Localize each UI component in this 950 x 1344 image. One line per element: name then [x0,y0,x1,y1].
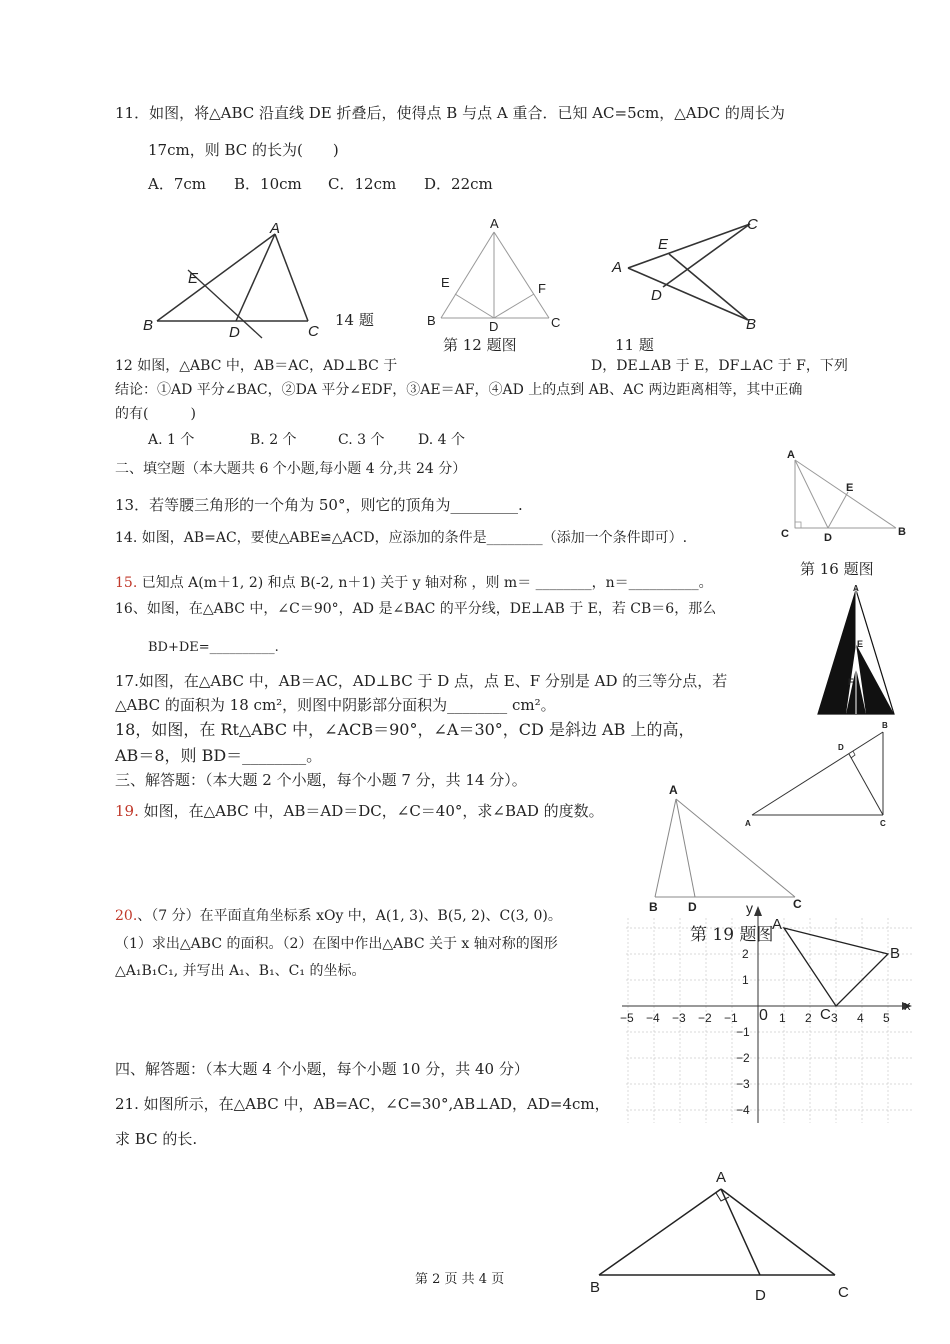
q15-text: 已知点 A(m＋1, 2) 和点 B(-2, n＋1) 关于 y 轴对称 ，则 m＝ ________，n＝__________。 [137,575,713,591]
q19-number: 19. [115,802,139,820]
fig17-point-e: E [857,639,864,649]
fig14-point-c: C [308,323,319,340]
fig16-point-a: A [787,449,795,461]
q15-line [115,575,713,592]
q12-option-b: B. 2 个 [250,432,297,448]
fig14-point-b: B [143,317,154,334]
grid-x-tick-m5: −5 [620,1011,634,1025]
fig18-point-d: D [838,743,844,752]
grid-x-tick-m4: −4 [646,1011,660,1025]
fig16-point-c: C [781,528,789,540]
grid-x-tick-m2: −2 [698,1011,712,1025]
fig11-point-d: D [651,287,662,304]
grid-y-tick-m2: −2 [736,1051,750,1065]
q21-line1: 21. 如图所示，在△ABC 中，AB=AC，∠C=30°,AB⊥AD，AD=4cm， [115,1095,610,1113]
fig12-point-c: C [551,315,561,330]
fig18-point-b: B [882,721,888,730]
page-footer: 第 2 页 共 4 页 [415,1272,505,1287]
fig17-point-f: F [848,677,854,687]
fig18-point-a: A [745,819,751,828]
fig12-point-f: F [538,281,546,296]
q14-text: 14. 如图，AB=AC，要使△ABE≌△ACD，应添加的条件是________（添加一个条件即可）. [115,530,688,546]
q11-option-a: A．7cm [148,175,207,193]
fig14-point-e: E [188,270,199,287]
section4-heading: 四、解答题：（本大题 4 个小题，每个小题 10 分，共 40 分） [115,1060,529,1078]
fig19-point-d: D [688,900,697,914]
fig14-diagram [140,220,340,340]
grid-x-tick-m3: −3 [672,1011,686,1025]
fig21-diagram [585,1162,860,1307]
q11-option-b: B．10cm [234,175,302,193]
fig14-point-a: A [270,220,281,237]
fig17-diagram [810,582,900,722]
fig11-point-e: E [658,236,669,253]
fig12-point-a: A [490,216,499,231]
q19-line [115,802,604,820]
section3-heading: 三、解答题：（本大题 2 个小题，每个小题 7 分，共 14 分）。 [115,771,527,789]
grid-y-tick-2: 2 [742,947,749,961]
fig12-label: 第 12 题图 [443,336,517,354]
q18-line1: 18，如图，在 Rt△ABC 中，∠ACB＝90°，∠A＝30°，CD 是斜边 AB 上的高， [115,720,695,739]
q12-line1a: 12 如图，△ABC 中，AB＝AC，AD⊥BC 于 [115,358,398,374]
fig11-point-a: A [612,259,623,276]
q20-line3: △A₁B₁C₁, 并写出 A₁、B₁、C₁ 的坐标。 [115,963,366,979]
grid-x-tick-2: 2 [805,1011,812,1025]
grid-x-tick-5: 5 [883,1011,890,1025]
fig16-point-b: B [898,526,906,538]
fig11-point-c: C [747,216,758,233]
fig11-point-b: B [746,316,757,333]
q20-text: 、（7 分）在平面直角坐标系 xOy 中，A(1, 3)、B(5, 2)、C(3, 0)。 [137,908,562,924]
fig19-point-b: B [649,900,658,914]
q16-line2: BD+DE=__________. [148,640,279,655]
q12-option-c: C. 3 个 [338,432,385,448]
fig11-diagram [610,212,770,337]
grid-y-tick-1: 1 [742,973,749,987]
q11-line2: 17cm，则 BC 的长为( ) [148,141,339,159]
fig21-point-a: A [716,1169,727,1186]
grid-y-tick-m3: −3 [736,1077,750,1091]
grid-point-a: A [772,916,783,933]
q15-number: 15. [115,575,138,591]
grid-axis-x-label: x [904,998,911,1013]
fig11-label: 11 题 [615,336,654,354]
grid-x-tick-4: 4 [857,1011,864,1025]
grid-y-tick-m1: −1 [736,1025,750,1039]
q18-line2: AB＝8，则 BD＝________。 [115,746,323,765]
grid-axis-y-label: y [746,900,753,916]
q21-line2: 求 BC 的长. [115,1130,198,1148]
fig19-point-c: C [793,897,802,911]
fig16-diagram [778,446,913,546]
q16-line1: 16、如图，在△ABC 中，∠C＝90°，AD 是∠BAC 的平分线，DE⊥AB 于 E，若 CB＝6，那么 [115,601,717,617]
q13-text: 13．若等腰三角形的一个角为 50°，则它的顶角为_________. [115,496,523,514]
fig19-label: 第 19 题图 [690,925,774,945]
q12-line3: 的有( ) [115,406,196,422]
q12-line2: 结论：①AD 平分∠BAC，②DA 平分∠EDF，③AE＝AF，④AD 上的点到 AB、AC 两边距离相等，其中正确 [115,382,803,398]
q17-line2: △ABC 的面积为 18 cm²，则图中阴影部分面积为________ cm²。 [115,696,556,714]
fig19-diagram [640,780,820,914]
fig12-point-b: B [427,313,436,328]
fig17-point-a: A [853,584,859,593]
q11-line1: 11．如图，将△ABC 沿直线 DE 折叠后，使得点 B 与点 A 重合．已知 AC=5cm，△ADC 的周长为 [115,104,785,122]
grid-x-tick-m1: −1 [724,1011,738,1025]
fig14-label: 14 题 [335,311,374,329]
fig12-diagram [425,215,570,334]
q12-option-a: A. 1 个 [148,432,195,448]
fig19-point-a: A [669,783,678,797]
fig14-point-d: D [229,324,240,341]
q19-text: 如图，在△ABC 中，AB＝AD＝DC，∠C＝40°，求∠BAD 的度数。 [138,802,604,820]
fig12-point-e: E [441,275,450,290]
q20-number: 20. [115,908,138,924]
grid-x-tick-3: 3 [831,1011,838,1025]
grid-point-b: B [890,945,901,962]
section2-heading: 二、填空题（本大题共 6 个小题,每小题 4 分,共 24 分） [115,461,467,477]
grid-y-tick-m4: −4 [736,1103,750,1117]
grid-origin-label: 0 [759,1007,768,1024]
grid-point-c: C [820,1006,831,1023]
fig16-point-d: D [824,532,832,544]
q11-option-c: C．12cm [328,175,397,193]
fig18-point-c: C [880,819,886,828]
q17-line1: 17.如图，在△ABC 中，AB＝AC，AD⊥BC 于 D 点，点 E、F 分别是 AD 的三等分点，若 [115,672,728,690]
q20-line2: （1）求出△ABC 的面积。（2）在图中作出△ABC 关于 x 轴对称的图形 [115,936,558,952]
q11-option-d: D．22cm [424,175,493,193]
fig16-point-e: E [846,482,854,494]
fig21-point-d: D [755,1287,766,1304]
fig12-point-d: D [489,319,499,334]
q12-line1b: D，DE⊥AB 于 E，DF⊥AC 于 F，下列 [591,358,848,374]
fig21-point-c: C [838,1284,849,1301]
q12-option-d: D. 4 个 [418,432,465,448]
q20-line1 [115,908,562,925]
fig21-point-b: B [590,1279,601,1296]
fig16-label: 第 16 题图 [800,560,874,578]
grid-x-tick-1: 1 [779,1011,786,1025]
